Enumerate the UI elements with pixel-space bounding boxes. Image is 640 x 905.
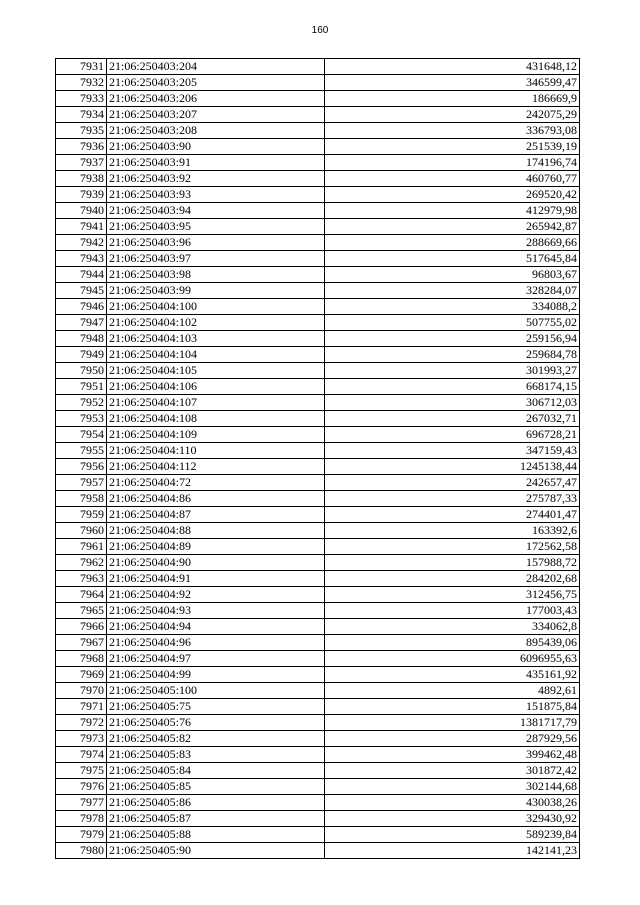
table-row [56,603,580,619]
cadastral-number: 21:06:250405:83 [107,747,325,763]
cadastral-number: 21:06:250404:93 [107,603,325,619]
table-row [56,459,580,475]
cadastral-number: 21:06:250404:107 [107,395,325,411]
cadastral-number: 21:06:250404:89 [107,539,325,555]
cadastral-value-table [55,58,580,859]
cadastral-number: 21:06:250403:94 [107,203,325,219]
page-number: 160 [311,25,329,36]
table-row [56,571,580,587]
cadastral-number: 21:06:250403:205 [107,75,325,91]
cadastral-value: 1245138,44 [325,459,580,475]
row-number: 7974 [56,747,107,763]
cadastral-value: 275787,33 [325,491,580,507]
table-row [56,731,580,747]
row-number: 7946 [56,299,107,315]
cadastral-number: 21:06:250403:99 [107,283,325,299]
table-row [56,619,580,635]
row-number: 7968 [56,651,107,667]
cadastral-number: 21:06:250404:104 [107,347,325,363]
cadastral-number: 21:06:250404:91 [107,571,325,587]
table-row [56,507,580,523]
cadastral-number: 21:06:250405:90 [107,843,325,859]
table-row [56,331,580,347]
cadastral-number: 21:06:250404:106 [107,379,325,395]
row-number: 7976 [56,779,107,795]
row-number: 7934 [56,107,107,123]
table-row [56,763,580,779]
row-number: 7937 [56,155,107,171]
row-number: 7950 [56,363,107,379]
table-row [56,75,580,91]
table-row [56,283,580,299]
row-number: 7941 [56,219,107,235]
table-row [56,683,580,699]
table-row [56,651,580,667]
cadastral-value: 6096955,63 [325,651,580,667]
cadastral-value: 412979,98 [325,203,580,219]
cadastral-value: 287929,56 [325,731,580,747]
table-row [56,795,580,811]
table-row [56,443,580,459]
cadastral-number: 21:06:250404:96 [107,635,325,651]
row-number: 7978 [56,811,107,827]
cadastral-number: 21:06:250403:208 [107,123,325,139]
cadastral-value: 895439,06 [325,635,580,651]
cadastral-value: 242075,29 [325,107,580,123]
cadastral-number: 21:06:250404:109 [107,427,325,443]
table-row [56,299,580,315]
cadastral-number: 21:06:250403:95 [107,219,325,235]
row-number: 7943 [56,251,107,267]
row-number: 7969 [56,667,107,683]
cadastral-number: 21:06:250404:88 [107,523,325,539]
cadastral-value: 347159,43 [325,443,580,459]
cadastral-value: 328284,07 [325,283,580,299]
row-number: 7967 [56,635,107,651]
cadastral-value: 336793,08 [325,123,580,139]
table-row [56,491,580,507]
cadastral-number: 21:06:250403:93 [107,187,325,203]
table-row [56,139,580,155]
cadastral-value: 269520,42 [325,187,580,203]
table-row [56,251,580,267]
row-number: 7932 [56,75,107,91]
cadastral-number: 21:06:250404:92 [107,587,325,603]
cadastral-value: 242657,47 [325,475,580,491]
row-number: 7977 [56,795,107,811]
row-number: 7972 [56,715,107,731]
cadastral-number: 21:06:250403:206 [107,91,325,107]
cadastral-value: 284202,68 [325,571,580,587]
cadastral-value: 1381717,79 [325,715,580,731]
cadastral-value: 346599,47 [325,75,580,91]
cadastral-number: 21:06:250403:207 [107,107,325,123]
cadastral-number: 21:06:250404:100 [107,299,325,315]
row-number: 7936 [56,139,107,155]
cadastral-value: 435161,92 [325,667,580,683]
table-row [56,267,580,283]
table-row [56,747,580,763]
row-number: 7933 [56,91,107,107]
cadastral-number: 21:06:250405:87 [107,811,325,827]
cadastral-number: 21:06:250403:91 [107,155,325,171]
cadastral-value: 589239,84 [325,827,580,843]
cadastral-value: 312456,75 [325,587,580,603]
table-row [56,187,580,203]
row-number: 7966 [56,619,107,635]
cadastral-number: 21:06:250405:88 [107,827,325,843]
cadastral-number: 21:06:250404:108 [107,411,325,427]
row-number: 7945 [56,283,107,299]
cadastral-number: 21:06:250404:90 [107,555,325,571]
table-row [56,539,580,555]
table-row [56,715,580,731]
row-number: 7958 [56,491,107,507]
table-row [56,635,580,651]
table-row [56,699,580,715]
cadastral-value: 96803,67 [325,267,580,283]
cadastral-value: 302144,68 [325,779,580,795]
table-row [56,827,580,843]
row-number: 7961 [56,539,107,555]
cadastral-value: 157988,72 [325,555,580,571]
cadastral-value: 517645,84 [325,251,580,267]
cadastral-value: 696728,21 [325,427,580,443]
table-row [56,107,580,123]
cadastral-number: 21:06:250403:90 [107,139,325,155]
table-row [56,811,580,827]
cadastral-value: 259156,94 [325,331,580,347]
cadastral-value: 177003,43 [325,603,580,619]
table-row [56,203,580,219]
cadastral-number: 21:06:250404:87 [107,507,325,523]
row-number: 7942 [56,235,107,251]
cadastral-value: 430038,26 [325,795,580,811]
cadastral-number: 21:06:250404:86 [107,491,325,507]
row-number: 7939 [56,187,107,203]
table-row [56,363,580,379]
table-row [56,667,580,683]
table-row [56,411,580,427]
cadastral-number: 21:06:250405:82 [107,731,325,747]
row-number: 7938 [56,171,107,187]
cadastral-value: 431648,12 [325,59,580,75]
cadastral-number: 21:06:250404:72 [107,475,325,491]
cadastral-value: 306712,03 [325,395,580,411]
cadastral-value: 301872,42 [325,763,580,779]
table-row [56,219,580,235]
cadastral-number: 21:06:250404:97 [107,651,325,667]
cadastral-number: 21:06:250405:86 [107,795,325,811]
cadastral-number: 21:06:250404:112 [107,459,325,475]
row-number: 7970 [56,683,107,699]
row-number: 7940 [56,203,107,219]
table-row [56,395,580,411]
cadastral-value: 259684,78 [325,347,580,363]
row-number: 7952 [56,395,107,411]
cadastral-value: 4892,61 [325,683,580,699]
row-number: 7959 [56,507,107,523]
cadastral-number: 21:06:250405:85 [107,779,325,795]
row-number: 7963 [56,571,107,587]
row-number: 7979 [56,827,107,843]
cadastral-value: 334088,2 [325,299,580,315]
cadastral-number: 21:06:250404:94 [107,619,325,635]
cadastral-value: 399462,48 [325,747,580,763]
row-number: 7944 [56,267,107,283]
row-number: 7965 [56,603,107,619]
table-row [56,59,580,75]
cadastral-number: 21:06:250405:84 [107,763,325,779]
cadastral-value: 329430,92 [325,811,580,827]
cadastral-value: 265942,87 [325,219,580,235]
cadastral-value: 251539,19 [325,139,580,155]
cadastral-value: 163392,6 [325,523,580,539]
table-row [56,523,580,539]
row-number: 7964 [56,587,107,603]
row-number: 7973 [56,731,107,747]
cadastral-value: 174196,74 [325,155,580,171]
row-number: 7956 [56,459,107,475]
cadastral-number: 21:06:250403:96 [107,235,325,251]
table-row [56,123,580,139]
row-number: 7960 [56,523,107,539]
cadastral-value: 288669,66 [325,235,580,251]
cadastral-number: 21:06:250403:204 [107,59,325,75]
cadastral-value: 172562,58 [325,539,580,555]
cadastral-number: 21:06:250404:102 [107,315,325,331]
table-row [56,555,580,571]
cadastral-value: 301993,27 [325,363,580,379]
cadastral-value: 186669,9 [325,91,580,107]
row-number: 7931 [56,59,107,75]
row-number: 7962 [56,555,107,571]
cadastral-value: 668174,15 [325,379,580,395]
cadastral-number: 21:06:250403:97 [107,251,325,267]
row-number: 7948 [56,331,107,347]
cadastral-number: 21:06:250404:105 [107,363,325,379]
table-row [56,475,580,491]
cadastral-value: 274401,47 [325,507,580,523]
row-number: 7971 [56,699,107,715]
cadastral-value: 334062,8 [325,619,580,635]
cadastral-value: 151875,84 [325,699,580,715]
row-number: 7975 [56,763,107,779]
cadastral-number: 21:06:250403:98 [107,267,325,283]
row-number: 7955 [56,443,107,459]
table-row [56,347,580,363]
row-number: 7953 [56,411,107,427]
cadastral-number: 21:06:250404:110 [107,443,325,459]
cadastral-number: 21:06:250405:75 [107,699,325,715]
table-row [56,91,580,107]
table-row [56,315,580,331]
cadastral-number: 21:06:250404:103 [107,331,325,347]
cadastral-number: 21:06:250405:76 [107,715,325,731]
cadastral-value: 267032,71 [325,411,580,427]
row-number: 7935 [56,123,107,139]
table-row [56,379,580,395]
row-number: 7949 [56,347,107,363]
cadastral-number: 21:06:250404:99 [107,667,325,683]
table-row [56,171,580,187]
row-number: 7957 [56,475,107,491]
row-number: 7951 [56,379,107,395]
table-row [56,843,580,859]
row-number: 7947 [56,315,107,331]
table-row [56,779,580,795]
cadastral-number: 21:06:250403:92 [107,171,325,187]
cadastral-value: 507755,02 [325,315,580,331]
cadastral-number: 21:06:250405:100 [107,683,325,699]
cadastral-value: 460760,77 [325,171,580,187]
table-row [56,587,580,603]
table-row [56,155,580,171]
table-row [56,235,580,251]
cadastral-value: 142141,23 [325,843,580,859]
table-row [56,427,580,443]
row-number: 7980 [56,843,107,859]
row-number: 7954 [56,427,107,443]
table-body [56,59,580,859]
